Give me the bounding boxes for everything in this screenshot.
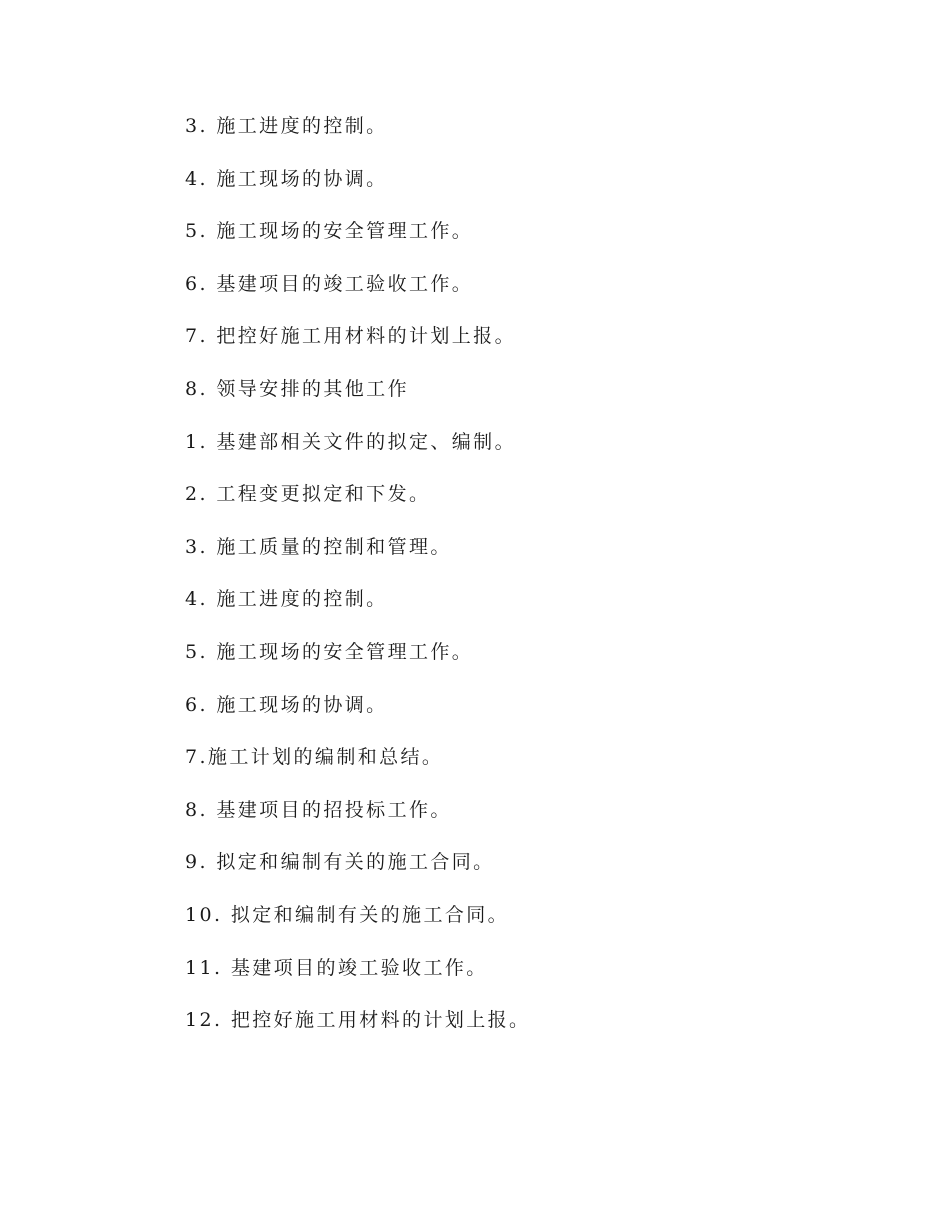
list-item: 4. 施工进度的控制。 [185,588,388,611]
list-item: 6. 基建项目的竣工验收工作。 [185,272,474,295]
list-item: 12. 把控好施工用材料的计划上报。 [185,1009,531,1032]
list-item: 9. 拟定和编制有关的施工合同。 [185,851,495,874]
list-item: 5. 施工现场的安全管理工作。 [185,220,474,243]
list-item: 5. 施工现场的安全管理工作。 [185,640,474,663]
list-item: 6. 施工现场的协调。 [185,693,388,716]
list-item: 11. 基建项目的竣工验收工作。 [185,956,488,979]
list-item: 7.施工计划的编制和总结。 [185,746,444,769]
list-item: 8. 领导安排的其他工作 [185,377,409,400]
list-item: 8. 基建项目的招投标工作。 [185,798,452,821]
list-item: 4. 施工现场的协调。 [185,167,388,190]
list-item: 1. 基建部相关文件的拟定、编制。 [185,430,516,453]
list-item: 2. 工程变更拟定和下发。 [185,483,431,506]
list-item: 7. 把控好施工用材料的计划上报。 [185,325,516,348]
list-item: 10. 拟定和编制有关的施工合同。 [185,903,510,926]
list-item: 3. 施工质量的控制和管理。 [185,535,452,558]
duty-list [185,112,530,1059]
list-item: 3. 施工进度的控制。 [185,115,388,137]
